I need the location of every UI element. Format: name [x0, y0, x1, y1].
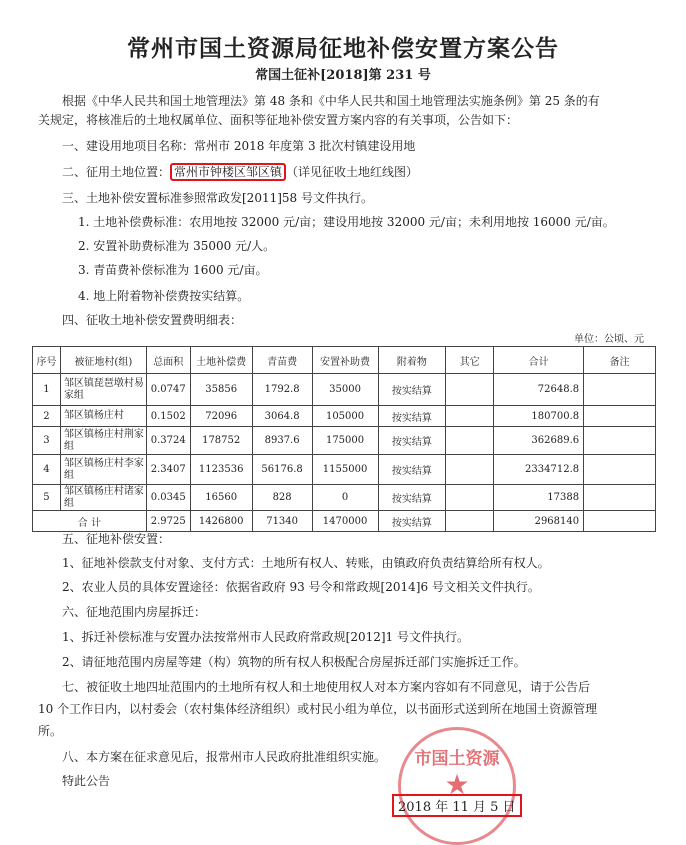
table-cell	[584, 455, 656, 485]
table-cell	[446, 455, 494, 485]
section-2	[62, 163, 682, 181]
header-cell: 其它	[446, 347, 494, 374]
section-3-item-4: 4. 地上附着物补偿费按实结算。	[78, 289, 250, 303]
table-cell: 3	[33, 427, 61, 455]
section-1: 一、建设用地项目名称：常州市 2018 年度第 3 批次村镇建设用地	[62, 139, 416, 153]
table-cell: 180700.8	[494, 406, 584, 427]
table-cell: 1155000	[312, 455, 378, 485]
table-total-row	[33, 511, 656, 532]
table-cell: 邹区镇杨庄村	[60, 406, 146, 427]
announcement-date: 2018 年 11 月 5 日	[392, 794, 522, 817]
intro-line-2: 关规定，将核准后的土地权属单位、面积等征地补偿安置方案内容的有关事项，公告如下：	[38, 113, 519, 127]
table-row	[33, 427, 656, 455]
table-cell: 2968140	[494, 511, 584, 532]
header-cell: 土地补偿费	[190, 347, 252, 374]
seal-star-icon: ★	[444, 768, 470, 801]
highlighted-location: 常州市钟楼区邹区镇	[170, 163, 286, 181]
table-cell	[584, 374, 656, 406]
header-cell: 序号	[33, 347, 61, 374]
table-cell	[584, 406, 656, 427]
section-8: 八、本方案在征求意见后，报常州市人民政府批准组织实施。	[62, 750, 387, 764]
table-cell: 按实结算	[378, 374, 446, 406]
header-cell: 青苗费	[252, 347, 312, 374]
table-cell: 178752	[190, 427, 252, 455]
table-cell: 按实结算	[378, 406, 446, 427]
table-cell: 105000	[312, 406, 378, 427]
table-cell: 71340	[252, 511, 312, 532]
table-cell: 0.1502	[146, 406, 190, 427]
table-row	[33, 406, 656, 427]
table-cell: 2.3407	[146, 455, 190, 485]
section-5-item-2: 2、农业人员的具体安置途径：依据省政府 93 号令和常政规[2014]6 号文相关文件执行。	[62, 580, 540, 594]
table-cell: 邹区镇杨庄村荆家组	[60, 427, 146, 455]
table-cell: 0.0747	[146, 374, 190, 406]
table-cell	[446, 485, 494, 511]
table-cell: 1470000	[312, 511, 378, 532]
table-cell: 16560	[190, 485, 252, 511]
header-cell: 合计	[494, 347, 584, 374]
table-row	[33, 455, 656, 485]
section-2-suffix: （详见征收土地红线图）	[286, 165, 419, 179]
document-number: 常国土征补[2018]第 231 号	[255, 68, 431, 83]
header-cell: 备注	[584, 347, 656, 374]
section-7-line-3: 所。	[38, 724, 63, 738]
table-cell: 0	[312, 485, 378, 511]
table-cell: 按实结算	[378, 511, 446, 532]
table-cell	[446, 374, 494, 406]
compensation-table	[32, 346, 656, 532]
table-cell: 邹区镇杨庄村诸家组	[60, 485, 146, 511]
table-cell: 0.0345	[146, 485, 190, 511]
section-3: 三、土地补偿安置标准参照常政发[2011]58 号文件执行。	[62, 191, 373, 205]
table-cell: 按实结算	[378, 427, 446, 455]
table-cell: 35000	[312, 374, 378, 406]
section-2-prefix: 二、征用土地位置：	[62, 165, 171, 179]
section-6-item-2: 2、请征地范围内房屋等建（构）筑物的所有权人积极配合房屋拆迁部门实施拆迁工作。	[62, 655, 526, 669]
table-cell: 2334712.8	[494, 455, 584, 485]
section-3-item-3: 3. 青苗费补偿标准为 1600 元/亩。	[78, 263, 268, 277]
section-6: 六、征地范围内房屋拆迁：	[62, 605, 207, 619]
table-cell	[446, 406, 494, 427]
section-7-line-1: 七、被征收土地四址范围内的土地所有权人和土地使用权人对本方案内容如有不同意见，请于公告后	[62, 680, 591, 694]
table-cell: 1792.8	[252, 374, 312, 406]
section-3-item-2: 2. 安置补助费标准为 35000 元/人。	[78, 239, 276, 253]
table-cell	[584, 485, 656, 511]
table-cell: 56176.8	[252, 455, 312, 485]
table-cell: 828	[252, 485, 312, 511]
header-cell: 总面积	[146, 347, 190, 374]
table-row	[33, 374, 656, 406]
table-cell: 72648.8	[494, 374, 584, 406]
table-cell: 5	[33, 485, 61, 511]
table-cell	[584, 427, 656, 455]
table-cell: 17388	[494, 485, 584, 511]
table-row	[33, 485, 656, 511]
table-cell: 1	[33, 374, 61, 406]
table-cell: 4	[33, 455, 61, 485]
table-cell	[446, 511, 494, 532]
header-cell: 附着物	[378, 347, 446, 374]
table-cell: 3064.8	[252, 406, 312, 427]
table-cell: 邹区镇琵琶墩村易家组	[60, 374, 146, 406]
table-cell: 2.9725	[146, 511, 190, 532]
section-6-item-1: 1、拆迁补偿标准与安置办法按常州市人民政府常政规[2012]1 号文件执行。	[62, 630, 469, 644]
table-cell: 8937.6	[252, 427, 312, 455]
table-cell: 0.3724	[146, 427, 190, 455]
table-cell	[584, 511, 656, 532]
table-cell: 1123536	[190, 455, 252, 485]
table-cell: 72096	[190, 406, 252, 427]
official-seal	[398, 727, 516, 845]
section-5: 五、征地补偿安置：	[62, 532, 171, 546]
section-5-item-1: 1、征地补偿款支付对象、支付方式：土地所有权人、转账，由镇政府负责结算给所有权人。	[62, 556, 550, 570]
unit-label: 单位：公顷、元	[574, 334, 644, 345]
section-3-item-1: 1. 土地补偿费标准：农用地按 32000 元/亩；建设用地按 32000 元/亩；未利用地按 16000 元/亩。	[78, 215, 615, 229]
header-cell: 被征地村(组)	[60, 347, 146, 374]
table-cell	[446, 427, 494, 455]
table-cell: 合 计	[33, 511, 147, 532]
page-title: 常州市国土资源局征地补偿安置方案公告	[127, 35, 559, 62]
table-cell: 邹区镇杨庄村李家组	[60, 455, 146, 485]
table-cell: 按实结算	[378, 455, 446, 485]
closing-text: 特此公告	[62, 774, 111, 788]
section-4: 四、征收土地补偿安置费明细表：	[62, 313, 243, 327]
table-cell: 362689.6	[494, 427, 584, 455]
table-cell: 175000	[312, 427, 378, 455]
table-header-row	[33, 347, 656, 374]
seal-text: 市国土资源	[414, 749, 500, 769]
header-cell: 安置补助费	[312, 347, 378, 374]
table-cell: 2	[33, 406, 61, 427]
intro-line-1: 根据《中华人民共和国土地管理法》第 48 条和《中华人民共和国土地管理法实施条例》第 25 条的有	[62, 94, 600, 108]
table-cell: 按实结算	[378, 485, 446, 511]
section-7-line-2: 10 个工作日内，以村委会（农村集体经济组织）或村民小组为单位，以书面形式送到所在地国土资源管理	[38, 702, 598, 716]
table-cell: 35856	[190, 374, 252, 406]
table-cell: 1426800	[190, 511, 252, 532]
